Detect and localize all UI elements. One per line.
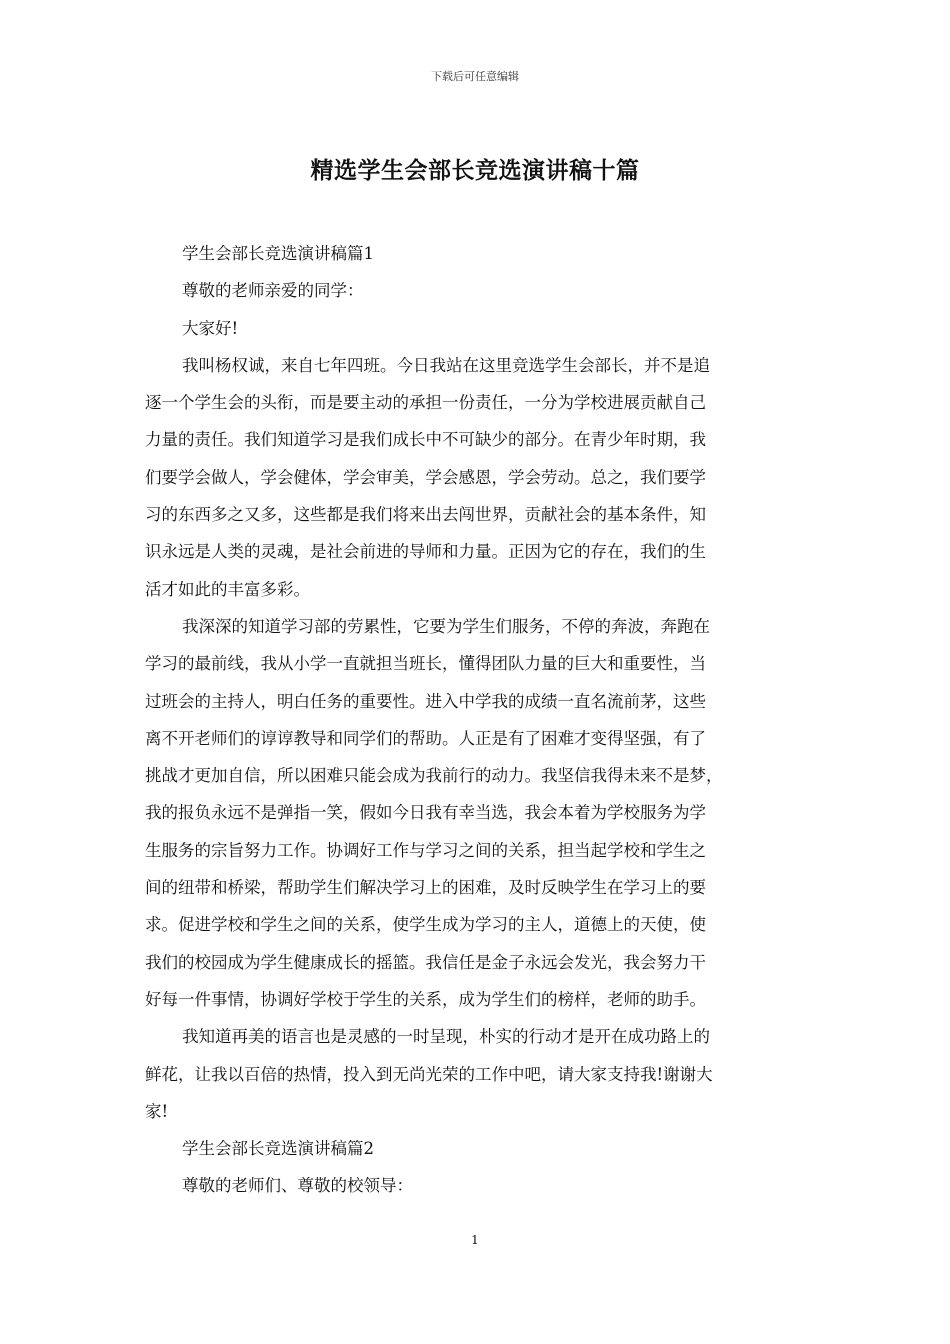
text-line: 我知道再美的语言也是灵感的一时呈现，朴实的行动才是开在成功路上的 (182, 1027, 710, 1047)
document-title: 精选学生会部长竞选演讲稿十篇 (310, 157, 640, 184)
text-line: 鲜花，让我以百倍的热情，投入到无尚光荣的工作中吧，请大家支持我!谢谢大 (145, 1064, 713, 1084)
text-line: 学生会部长竞选演讲稿篇1 (182, 244, 374, 263)
text-line: 我叫杨权诚，来自七年四班。今日我站在这里竞选学生会部长，并不是追 (182, 355, 710, 375)
text-line: 尊敬的老师亲爱的同学： (182, 281, 364, 301)
text-line: 力量的责任。我们知道学习是我们成长中不可缺少的部分。在青少年时期，我 (145, 430, 706, 450)
text-line: 活才如此的丰富多彩。 (145, 579, 310, 599)
text-line: 大家好! (182, 318, 239, 338)
text-line: 我深深的知道学习部的劳累性，它要为学生们服务，不停的奔波，奔跑在 (182, 616, 710, 636)
document-body (145, 235, 809, 1205)
text-line: 好每一件事情，协调好学校于学生的关系，成为学生们的榜样，老师的助手。 (145, 989, 706, 1009)
text-line: 离不开老师们的谆谆教导和同学们的帮助。人正是有了困难才变得坚强，有了 (145, 728, 706, 748)
text-line: 学生会部长竞选演讲稿篇2 (182, 1139, 374, 1159)
text-line: 家! (145, 1101, 169, 1121)
text-line: 们要学会做人，学会健体，学会审美，学会感恩，学会劳动。总之，我们要学 (145, 467, 706, 487)
text-line: 逐一个学生会的头衔，而是要主动的承担一份责任，一分为学校进展贡献自己 (145, 393, 706, 413)
page-number: 1 (471, 1233, 479, 1247)
text-line: 尊敬的老师们、尊敬的校领导： (182, 1176, 413, 1196)
text-line: 间的纽带和桥梁，帮助学生们解决学习上的困难，及时反映学生在学习上的要 (145, 878, 706, 898)
text-line: 生服务的宗旨努力工作。协调好工作与学习之间的关系，担当起学校和学生之 (145, 840, 706, 860)
text-line: 我的报负永远不是弹指一笑，假如今日我有幸当选，我会本着为学校服务为学 (145, 803, 706, 823)
text-line: 过班会的主持人，明白任务的重要性。进入中学我的成绩一直名流前茅，这些 (145, 691, 706, 711)
text-line: 挑战才更加自信，所以困难只能会成为我前行的动力。我坚信我得未来不是梦， (145, 766, 723, 786)
text-line: 学习的最前线，我从小学一直就担当班长，懂得团队力量的巨大和重要性，当 (145, 654, 706, 674)
header-note: 下载后可任意编辑 (431, 70, 519, 83)
text-line: 求。促进学校和学生之间的关系，使学生成为学习的主人，道德上的天使，使 (145, 915, 706, 935)
text-line: 习的东西多之又多，这些都是我们将来出去闯世界，贡献社会的基本条件，知 (145, 505, 706, 525)
text-line: 识永远是人类的灵魂，是社会前进的导师和力量。正因为它的存在，我们的生 (145, 542, 706, 562)
text-line: 我们的校园成为学生健康成长的摇篮。我信任是金子永远会发光，我会努力干 (145, 952, 706, 972)
